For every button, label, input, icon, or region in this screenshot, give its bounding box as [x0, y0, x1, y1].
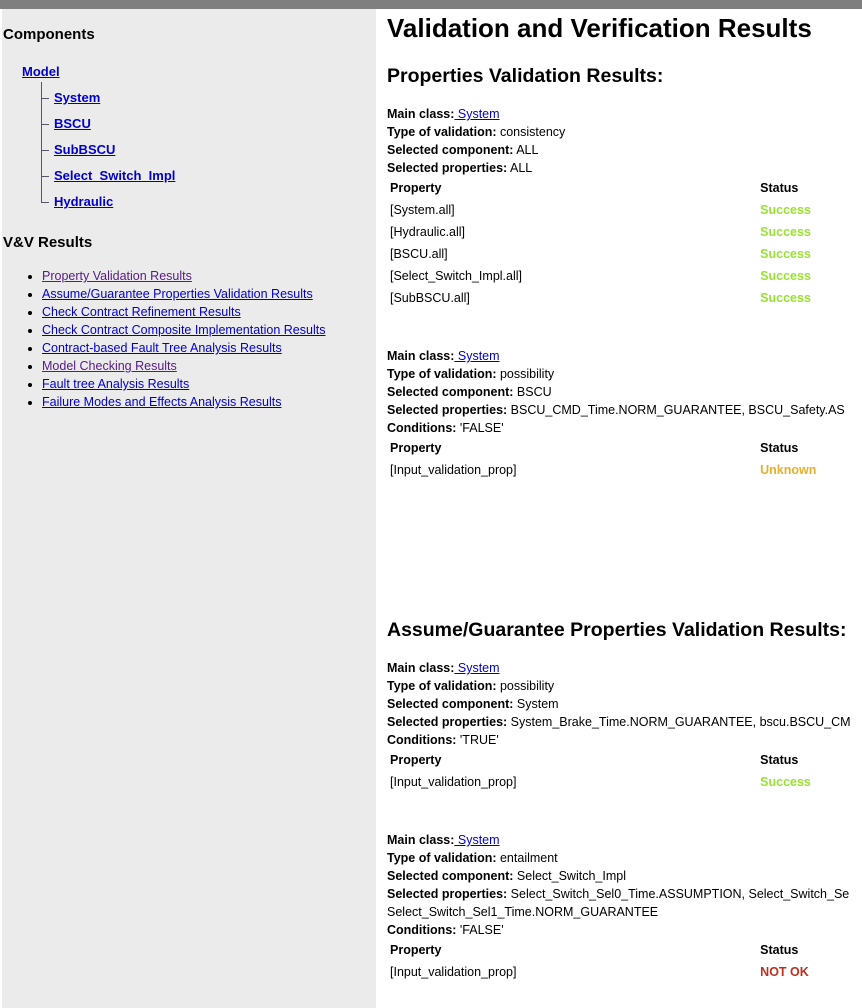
col-status-header: Status	[760, 943, 799, 957]
link-fault-tree-contract[interactable]: Contract-based Fault Tree Analysis Results	[42, 341, 282, 355]
main-class-link[interactable]: System	[454, 833, 500, 847]
results-table	[388, 939, 862, 983]
col-status-header: Status	[760, 181, 799, 195]
tree-item-bscu[interactable]: BSCU	[54, 116, 91, 131]
tree-branch	[41, 176, 49, 177]
vv-results-heading: V&V Results	[3, 234, 93, 251]
link-ag-validation[interactable]: Assume/Guarantee Properties Validation Results	[42, 287, 313, 301]
tree-item-model[interactable]: Model	[22, 64, 60, 79]
type-row	[387, 677, 862, 695]
validation-block	[387, 659, 862, 793]
link-contract-refinement[interactable]: Check Contract Refinement Results	[42, 305, 241, 319]
property-cell: [Input_validation_prop]	[390, 775, 517, 789]
property-cell: [Input_validation_prop]	[390, 463, 517, 477]
section-title-ag: Assume/Guarantee Properties Validation Results:	[387, 619, 847, 641]
component-label: Selected component:	[387, 385, 514, 399]
component-row	[387, 383, 862, 401]
validation-block	[387, 347, 862, 481]
section-title-properties: Properties Validation Results:	[387, 65, 664, 87]
tree-item-hydraulic[interactable]: Hydraulic	[54, 194, 114, 209]
table-row	[388, 199, 862, 221]
page-title: Validation and Verification Results	[387, 13, 812, 43]
col-status-header: Status	[760, 441, 799, 455]
main-class-label: Main class:	[387, 349, 455, 363]
results-table	[388, 177, 862, 309]
tree-branch	[41, 98, 49, 99]
conditions-row	[387, 921, 862, 939]
properties-label: Selected properties:	[387, 715, 508, 729]
tree-branch	[41, 202, 49, 203]
type-value: possibility	[499, 367, 555, 381]
validation-block	[387, 105, 862, 309]
status-cell: Success	[760, 247, 811, 261]
validation-block	[387, 831, 862, 983]
properties-row	[387, 713, 862, 731]
type-label: Type of validation:	[387, 125, 497, 139]
conditions-value: 'FALSE'	[459, 923, 504, 937]
link-property-validation[interactable]: Property Validation Results	[42, 269, 192, 283]
properties-row	[387, 401, 862, 419]
main-class-row	[387, 347, 862, 365]
conditions-label: Conditions:	[387, 923, 457, 937]
component-row	[387, 695, 862, 713]
properties-label: Selected properties:	[387, 887, 508, 901]
col-property-header: Property	[390, 943, 442, 957]
main-class-row	[387, 831, 862, 849]
property-cell: [SubBSCU.all]	[390, 291, 470, 305]
table-header-row	[388, 939, 862, 961]
property-cell: [Hydraulic.all]	[390, 225, 466, 239]
tree-branch	[41, 150, 49, 151]
properties-continuation: Select_Switch_Sel1_Time.NORM_GUARANTEE	[387, 905, 659, 919]
link-model-checking[interactable]: Model Checking Results	[42, 359, 177, 373]
tree-item-select-switch-impl[interactable]: Select_Switch_Impl	[54, 168, 176, 183]
status-cell: Success	[760, 203, 811, 217]
results-table	[388, 437, 862, 481]
status-cell: Success	[760, 269, 811, 283]
main-class-label: Main class:	[387, 661, 455, 675]
type-row	[387, 365, 862, 383]
type-row	[387, 123, 862, 141]
list-item	[42, 267, 325, 285]
list-item	[42, 321, 325, 339]
table-header-row	[388, 177, 862, 199]
main-class-link[interactable]: System	[454, 661, 500, 675]
tree-branch	[41, 124, 49, 125]
main-class-label: Main class:	[387, 107, 455, 121]
table-row	[388, 771, 862, 793]
main-class-link[interactable]: System	[454, 107, 500, 121]
link-fmea[interactable]: Failure Modes and Effects Analysis Results	[42, 395, 282, 409]
type-label: Type of validation:	[387, 851, 497, 865]
col-property-header: Property	[390, 753, 442, 767]
col-status-header: Status	[760, 753, 799, 767]
status-cell: Success	[760, 291, 811, 305]
table-row	[388, 459, 862, 481]
list-item	[42, 375, 325, 393]
type-label: Type of validation:	[387, 367, 497, 381]
conditions-label: Conditions:	[387, 733, 457, 747]
property-cell: [BSCU.all]	[390, 247, 448, 261]
status-cell: Unknown	[760, 463, 817, 477]
properties-value: Select_Switch_Sel0_Time.ASSUMPTION, Select_Switch_Se	[510, 887, 850, 901]
type-row	[387, 849, 862, 867]
conditions-label: Conditions:	[387, 421, 457, 435]
list-item	[42, 285, 325, 303]
list-item	[42, 303, 325, 321]
type-value: possibility	[499, 679, 555, 693]
properties-label: Selected properties:	[387, 161, 508, 175]
properties-row	[387, 159, 862, 177]
status-cell: NOT OK	[760, 965, 809, 979]
results-table	[388, 749, 862, 793]
components-heading: Components	[3, 26, 95, 43]
col-property-header: Property	[390, 181, 442, 195]
table-row	[388, 221, 862, 243]
properties-row	[387, 885, 862, 903]
component-value: ALL	[516, 143, 539, 157]
main-class-link[interactable]: System	[454, 349, 500, 363]
list-item	[42, 393, 325, 411]
conditions-value: 'FALSE'	[459, 421, 504, 435]
component-row	[387, 867, 862, 885]
conditions-value: 'TRUE'	[459, 733, 499, 747]
main-class-label: Main class:	[387, 833, 455, 847]
table-row	[388, 243, 862, 265]
component-value: Select_Switch_Impl	[516, 869, 626, 883]
link-fault-tree-analysis[interactable]: Fault tree Analysis Results	[42, 377, 190, 391]
properties-value: ALL	[509, 161, 533, 175]
component-label: Selected component:	[387, 869, 514, 883]
main-class-row	[387, 659, 862, 677]
table-row	[388, 287, 862, 309]
top-bar	[0, 0, 862, 9]
component-label: Selected component:	[387, 143, 514, 157]
conditions-row	[387, 731, 862, 749]
property-cell: [System.all]	[390, 203, 455, 217]
tree-connector	[41, 82, 42, 202]
main-content	[387, 9, 862, 1008]
list-item	[42, 357, 325, 375]
property-cell: [Input_validation_prop]	[390, 965, 517, 979]
vv-results-list	[24, 267, 325, 411]
tree-item-subbscu[interactable]: SubBSCU	[54, 142, 116, 157]
col-property-header: Property	[390, 441, 442, 455]
type-value: consistency	[499, 125, 566, 139]
sidebar	[0, 9, 376, 1008]
conditions-row	[387, 419, 862, 437]
table-row	[388, 961, 862, 983]
link-composite-implementation[interactable]: Check Contract Composite Implementation Results	[42, 323, 326, 337]
table-row	[388, 265, 862, 287]
property-cell: [Select_Switch_Impl.all]	[390, 269, 523, 283]
list-item	[42, 339, 325, 357]
status-cell: Success	[760, 225, 811, 239]
properties-value: System_Brake_Time.NORM_GUARANTEE, bscu.BSCU_CM	[510, 715, 851, 729]
status-cell: Success	[760, 775, 811, 789]
component-value: BSCU	[516, 385, 552, 399]
component-row	[387, 141, 862, 159]
main-class-row	[387, 105, 862, 123]
properties-value: BSCU_CMD_Time.NORM_GUARANTEE, BSCU_Safety.AS	[510, 403, 845, 417]
table-header-row	[388, 437, 862, 459]
tree-item-system[interactable]: System	[54, 90, 101, 105]
type-value: entailment	[499, 851, 558, 865]
table-header-row	[388, 749, 862, 771]
properties-label: Selected properties:	[387, 403, 508, 417]
component-value: System	[516, 697, 559, 711]
type-label: Type of validation:	[387, 679, 497, 693]
component-label: Selected component:	[387, 697, 514, 711]
